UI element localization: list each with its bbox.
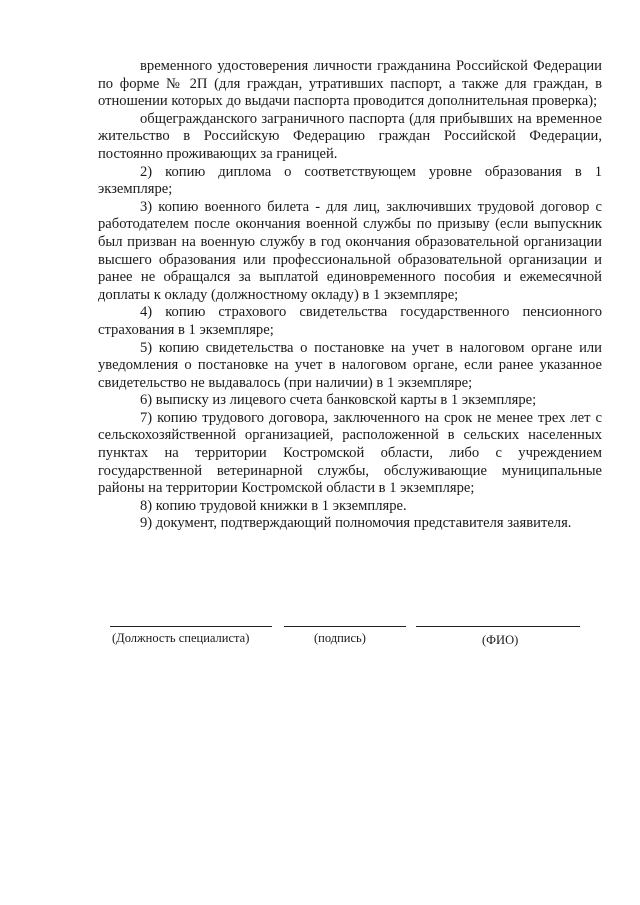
paragraph-pension-certificate: 4) копию страхового свидетельства государственного пенсионного страхования в 1 экземпляре; — [98, 304, 602, 338]
signature-caption: (подпись) — [314, 631, 366, 645]
paragraph-temporary-id: временного удостоверения личности гражданина Российской Федерации по форме № 2П (для граждан, утративших паспорт, а также для граждан, в отношении которых до выдачи паспорта проводится дополнительная проверка); — [98, 58, 602, 110]
paragraph-employment-contract: 7) копию трудового договора, заключенного на срок не менее трех лет с сельскохозяйственной организацией, расположенной в сельских населенных пунктах на территории Костромской области, либо с учреждением государственной ветеринарной службы, обслуживающие муниципальные районы на территории Костромской области в 1 экземпляре; — [98, 409, 602, 497]
position-caption: (Должность специалиста) — [112, 631, 250, 645]
paragraph-tax-registration: 5) копию свидетельства о постановке на учет в налоговом органе или уведомления о постановке на учет в налоговом органе, если ранее указанное свидетельство не выдавалось (при наличии) в 1 экземпляре; — [98, 339, 602, 391]
position-line — [110, 626, 272, 627]
paragraph-bank-statement: 6) выписку из лицевого счета банковской карты в 1 экземпляре; — [140, 392, 537, 409]
paragraph-foreign-passport: общегражданского заграничного паспорта (для прибывших на временное жительство в Российскую Федерацию граждан Российской Федерации, постоянно проживающих за границей. — [98, 110, 602, 162]
paragraph-diploma: 2) копию диплома о соответствующем уровне образования в 1 экземпляре; — [98, 163, 602, 198]
paragraph-representative-authority: 9) документ, подтверждающий полномочия представителя заявителя. — [140, 515, 572, 532]
name-field — [416, 626, 580, 648]
paragraph-military-id: 3) копию военного билета - для лиц, заключивших трудовой договор с работодателем после окончания военной службы по призыву (если выпускник был призван на военную службу в год окончания образовательной организации высшего образования или профессиональной образовательной организации и ранее не обращался за выплатой единовременного пособия и ежемесячной доплаты к окладу (должностному окладу) в 1 экземпляре; — [98, 198, 602, 303]
document-body — [98, 58, 602, 533]
name-caption: (ФИО) — [482, 633, 519, 647]
name-line — [416, 626, 580, 627]
signature-line — [284, 626, 406, 627]
paragraph-work-book: 8) копию трудовой книжки в 1 экземпляре. — [140, 497, 407, 514]
signature-block — [110, 626, 580, 666]
signature-field — [284, 626, 406, 646]
position-field — [110, 626, 272, 646]
